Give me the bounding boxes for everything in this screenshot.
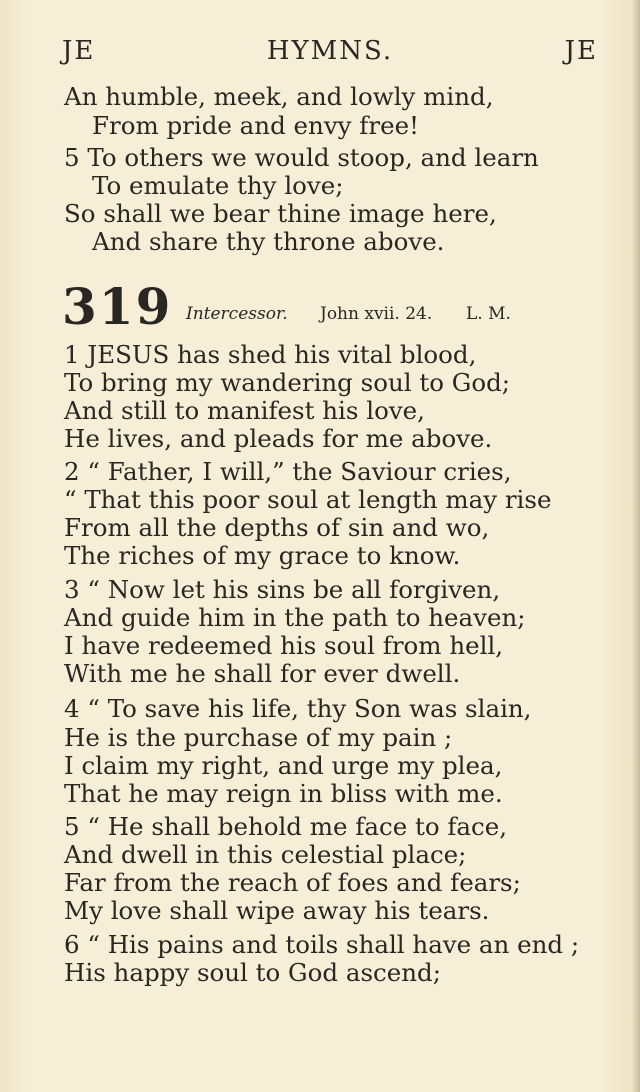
verse-line: That he may reign in bliss with me. [64,779,503,808]
hymn-title: Intercessor. [186,304,288,324]
verse-line: From pride and envy free! [92,111,419,140]
header-right: JE [564,36,598,66]
verse-line: To bring my wandering soul to God; [64,368,511,397]
verse-line: Far from the reach of foes and fears; [64,868,521,897]
verse-line: I claim my right, and urge my plea, [64,751,503,780]
verse-line: 6 “ His pains and toils shall have an end ; [64,930,580,959]
verse-line: My love shall wipe away his tears. [64,896,490,925]
verse-line: From all the depths of sin and wo, [64,513,490,542]
verse-line: 2 “ Father, I will,” the Saviour cries, [64,457,512,486]
verse-line: He is the purchase of my pain ; [64,723,453,752]
verse-line: 4 “ To save his life, thy Son was slain, [64,694,532,723]
hymn-heading [62,277,532,336]
hymn-meter: L. M. [466,304,511,324]
verse-line: His happy soul to God ascend; [64,958,441,987]
verse-line: And share thy throne above. [92,227,445,256]
verse-line: An humble, meek, and lowly mind, [64,82,494,111]
hymn-number: 319 [62,277,173,336]
verse-line: And guide him in the path to heaven; [64,603,526,632]
verse-line: 1 JESUS has shed his vital blood, [64,340,477,369]
verse-line: He lives, and pleads for me above. [64,424,493,453]
verse-line: I have redeemed his soul from hell, [64,631,504,660]
verse-line: 5 “ He shall behold me face to face, [64,812,508,841]
verse-line: The riches of my grace to know. [64,541,461,570]
header-title: HYMNS. [266,36,394,66]
verse-line: With me he shall for ever dwell. [64,659,461,688]
verse-line: 3 “ Now let his sins be all forgiven, [64,575,501,604]
verse-line: “ That this poor soul at length may rise [64,485,552,514]
verse-line: And still to manifest his love, [64,396,425,425]
header-left: JE [62,36,96,66]
verse-line: And dwell in this celestial place; [64,840,467,869]
verse-line: To emulate thy love; [92,171,344,200]
verse-line: 5 To others we would stoop, and learn [64,143,539,172]
verse-line: So shall we bear thine image here, [64,199,497,228]
page-edge-shadow [632,0,640,1092]
scripture-reference: John xvii. 24. [320,304,433,324]
running-header [62,36,598,72]
